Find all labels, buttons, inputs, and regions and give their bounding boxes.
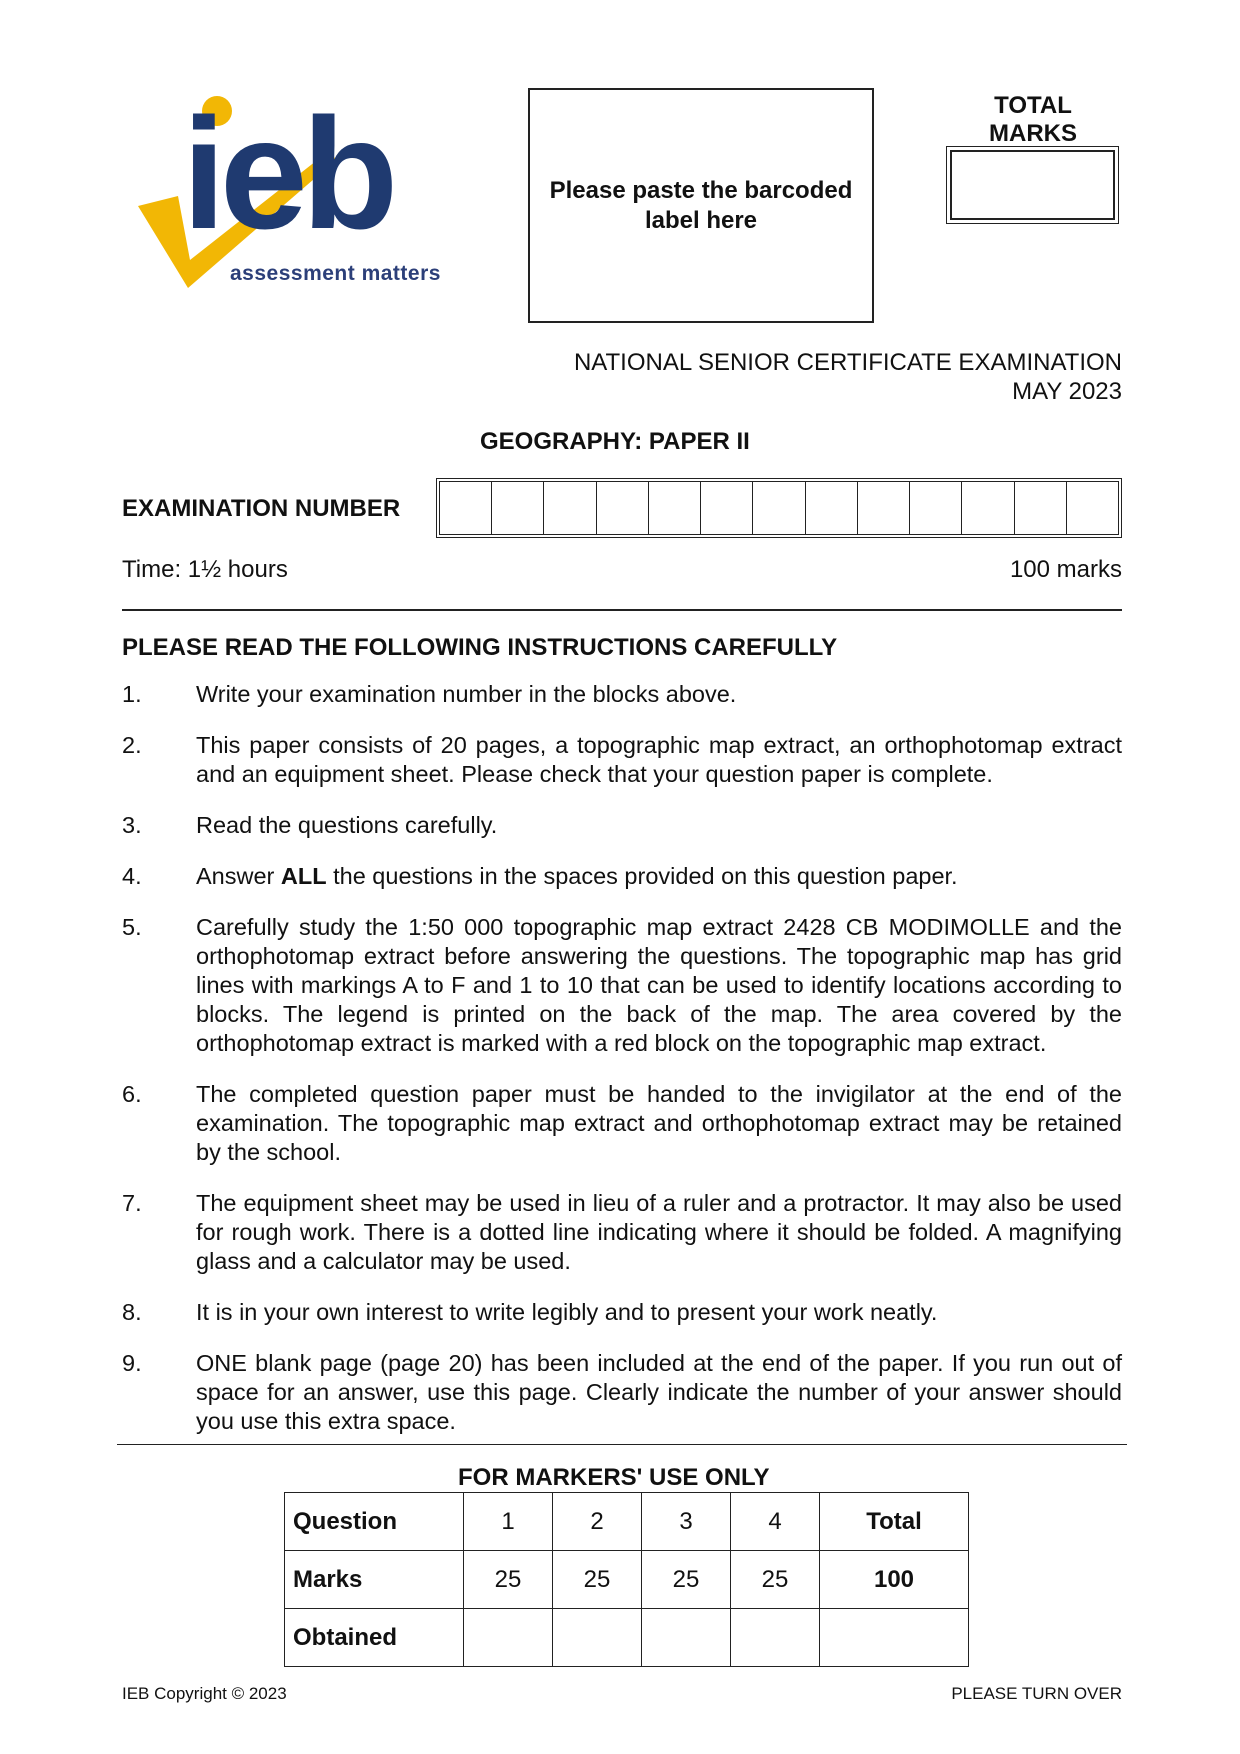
instruction-item	[122, 1189, 1122, 1276]
exam-number-block[interactable]	[1067, 482, 1118, 534]
time-allowed: Time: 1½ hours	[122, 556, 288, 583]
question-marks: 25	[642, 1551, 731, 1609]
table-row	[285, 1551, 969, 1609]
instruction-number: 4.	[122, 863, 142, 889]
instruction-item	[122, 1080, 1122, 1167]
total-header: Total	[820, 1493, 969, 1551]
instruction-number: 1.	[122, 681, 142, 707]
instructions-list	[122, 680, 1122, 1458]
instruction-item	[122, 811, 1122, 840]
instruction-text-bold: ALL	[280, 863, 327, 889]
exam-number-block[interactable]	[806, 482, 858, 534]
exam-number-block[interactable]	[597, 482, 649, 534]
footer-copyright: IEB Copyright © 2023	[122, 1684, 287, 1703]
question-number: 3	[642, 1493, 731, 1551]
instruction-text-part: Answer	[196, 863, 281, 889]
exam-number-block[interactable]	[649, 482, 701, 534]
exam-number-block[interactable]	[962, 482, 1014, 534]
subject-title: GEOGRAPHY: PAPER II	[480, 428, 750, 455]
exam-number-block[interactable]	[753, 482, 805, 534]
instruction-text: Read the questions carefully.	[196, 812, 498, 838]
instruction-number: 8.	[122, 1299, 142, 1325]
question-marks: 25	[464, 1551, 553, 1609]
exam-date: MAY 2023	[1012, 378, 1122, 405]
question-number: 4	[731, 1493, 820, 1551]
barcode-label-box	[528, 88, 874, 323]
total-marks-value: 100	[820, 1551, 969, 1609]
instruction-item	[122, 1349, 1122, 1436]
instruction-item	[122, 913, 1122, 1058]
barcode-instruction: Please paste the barcoded label here	[549, 176, 853, 234]
instruction-text-part: the questions in the spaces provided on this question paper.	[326, 863, 958, 889]
instructions-heading: PLEASE READ THE FOLLOWING INSTRUCTIONS CAREFULLY	[122, 634, 838, 661]
instruction-number: 6.	[122, 1081, 142, 1107]
instruction-text	[196, 862, 1122, 891]
exam-number-block[interactable]	[701, 482, 753, 534]
row-header-obtained: Obtained	[285, 1609, 464, 1667]
exam-title-block	[574, 348, 1122, 406]
row-header-marks: Marks	[285, 1551, 464, 1609]
instruction-text: ONE blank page (page 20) has been included at the end of the paper. If you run out of space for an answer, use this page. Clearly indicate the number of your answer should you use this extra space.	[196, 1350, 1122, 1434]
exam-number-block[interactable]	[492, 482, 544, 534]
instruction-text: The completed question paper must be handed to the invigilator at the end of the examination. The topographic map extract and orthophotomap extract may be retained by the school.	[196, 1081, 1122, 1165]
exam-number-label: EXAMINATION NUMBER	[122, 495, 401, 522]
obtained-cell[interactable]	[731, 1609, 820, 1667]
instruction-text: Write your examination number in the blocks above.	[196, 681, 737, 707]
footer-turn-over: PLEASE TURN OVER	[951, 1684, 1122, 1703]
question-number: 1	[464, 1493, 553, 1551]
divider-top	[122, 609, 1122, 611]
instruction-text: The equipment sheet may be used in lieu of a ruler and a protractor. It may also be used for rough work. There is a dotted line indicating where it should be folded. A magnifying glass and a calculator may be used.	[196, 1190, 1122, 1274]
instruction-item	[122, 862, 1122, 891]
row-header-question: Question	[285, 1493, 464, 1551]
instruction-number: 2.	[122, 732, 142, 758]
instruction-number: 3.	[122, 812, 142, 838]
total-marks-text: 100 marks	[1009, 556, 1122, 583]
instruction-text: This paper consists of 20 pages, a topographic map extract, an orthophotomap extract and an equipment sheet. Please check that your question paper is complete.	[196, 732, 1122, 787]
instruction-item	[122, 1298, 1122, 1327]
obtained-total-cell[interactable]	[820, 1609, 969, 1667]
exam-number-block[interactable]	[544, 482, 596, 534]
exam-number-block[interactable]	[440, 482, 492, 534]
question-number: 2	[553, 1493, 642, 1551]
instruction-number: 5.	[122, 914, 142, 940]
obtained-cell[interactable]	[553, 1609, 642, 1667]
divider-bottom	[117, 1444, 1127, 1445]
exam-number-block[interactable]	[858, 482, 910, 534]
instruction-text: Carefully study the 1:50 000 topographic map extract 2428 CB MODIMOLLE and the orthophotomap extract before answering the questions. The topographic map has grid lines with markings A to F and 1 to 10 that can be used to identify locations according to blocks. The legend is printed on the back of the map. The area covered by the orthophotomap extract is marked with a red block on the topographic map extract.	[196, 914, 1122, 1056]
exam-number-block[interactable]	[910, 482, 962, 534]
question-marks: 25	[553, 1551, 642, 1609]
total-marks-label: TOTAL MARKS	[989, 92, 1077, 147]
question-marks: 25	[731, 1551, 820, 1609]
markers-table	[284, 1492, 969, 1667]
logo-tagline: assessment matters	[230, 262, 441, 285]
instruction-item	[122, 731, 1122, 789]
markers-title: FOR MARKERS' USE ONLY	[458, 1464, 770, 1491]
total-marks-box[interactable]	[950, 150, 1115, 220]
table-row	[285, 1493, 969, 1551]
obtained-cell[interactable]	[464, 1609, 553, 1667]
instruction-number: 9.	[122, 1350, 142, 1376]
instruction-item	[122, 680, 1122, 709]
exam-title: NATIONAL SENIOR CERTIFICATE EXAMINATION	[573, 349, 1122, 376]
exam-number-block[interactable]	[1015, 482, 1067, 534]
obtained-cell[interactable]	[642, 1609, 731, 1667]
instruction-text: It is in your own interest to write legibly and to present your work neatly.	[196, 1299, 938, 1325]
instruction-number: 7.	[122, 1190, 142, 1216]
logo-letters: ieb	[182, 88, 393, 262]
table-row	[285, 1609, 969, 1667]
exam-number-grid[interactable]	[436, 478, 1122, 538]
